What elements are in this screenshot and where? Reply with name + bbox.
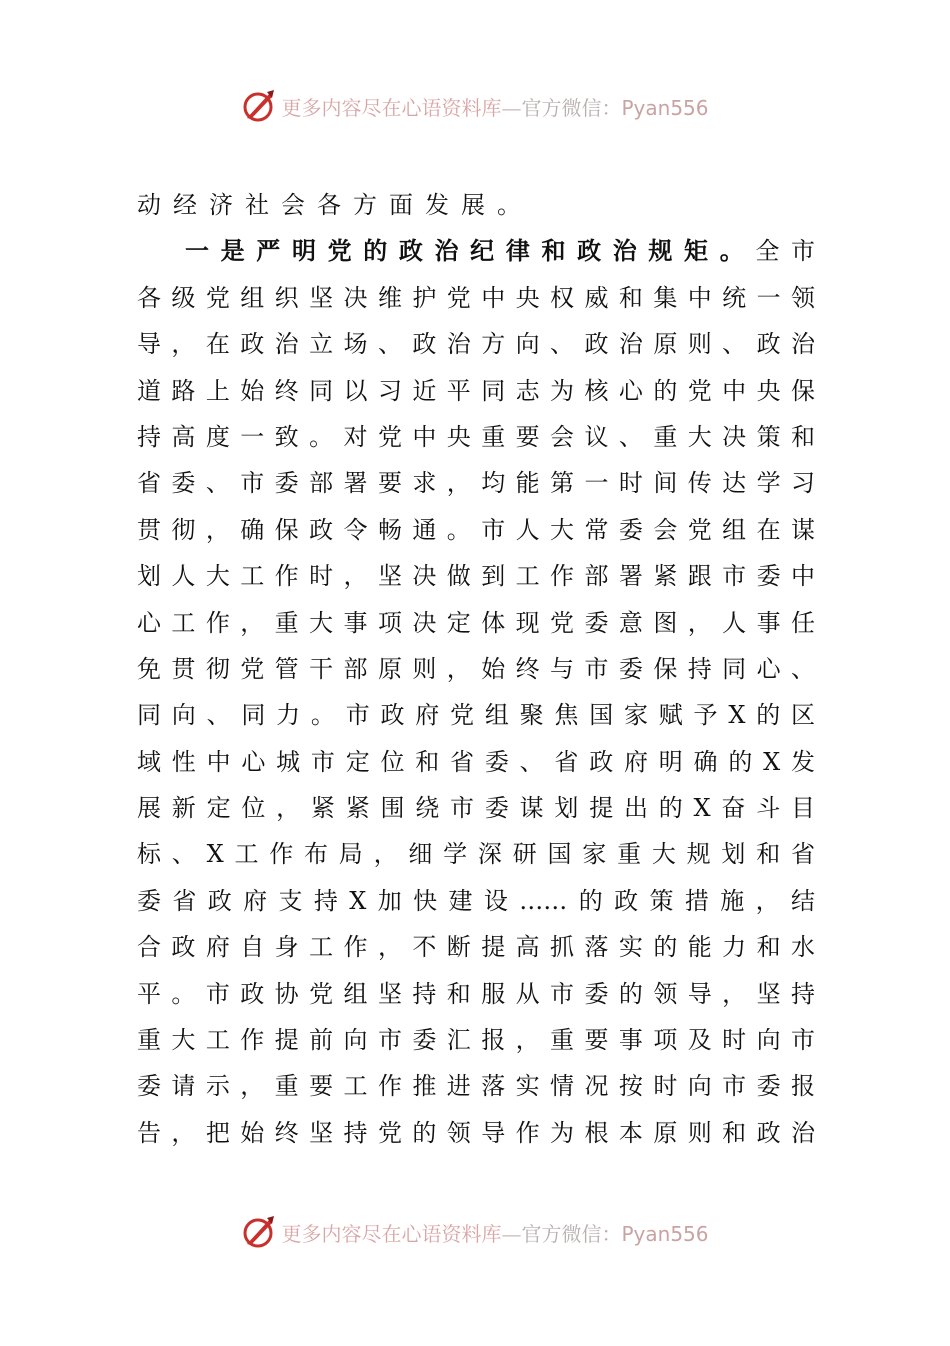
text-line: 委省政府支持X加快建设……的政策措施，结 [137,886,815,915]
text-line: 告，把始终坚持党的领导作为根本原则和政治 [137,1118,815,1147]
watermark-dash: — [501,95,522,120]
watermark-site: 更多内容尽在心语资料库 [281,95,502,120]
watermark-text [281,1218,708,1247]
text-line: 持高度一致。对党中央重要会议、重大决策和 [137,422,815,451]
document-body [137,182,815,1156]
quill-logo-icon [241,1214,277,1250]
text-line: 同向、同力。市政府党组聚焦国家赋予X的区 [137,701,815,730]
text-line: 贯彻，确保政令畅通。市人大常委会党组在谋 [137,515,815,544]
text-line: 导，在政治立场、政治方向、政治原则、政治 [137,330,815,359]
text-line: 免贯彻党管干部原则，始终与市委保持同心、 [137,654,815,683]
text-line: 动经济社会各方面发展。 [137,191,533,219]
watermark-dash: — [501,1221,522,1246]
line-rest: 全市 [755,237,815,266]
text-line [137,228,815,274]
bold-heading: 一是严明党的政治纪律和政治规矩。 [185,236,756,266]
text-line: 平。市政协党组坚持和服从市委的领导，坚持 [137,979,815,1008]
text-line: 省委、市委部署要求，均能第一时间传达学习 [137,469,815,498]
text-line: 重大工作提前向市委汇报，重要事项及时向市 [137,1026,815,1055]
text-line: 展新定位，紧紧围绕市委谋划提出的X奋斗目 [137,794,815,823]
text-line: 合政府自身工作，不断提高抓落实的能力和水 [137,933,815,962]
watermark-label: 官方微信： [521,95,622,120]
text-line: 各级党组织坚决维护党中央权威和集中统一领 [137,283,815,312]
quill-logo-icon [241,88,277,124]
footer-watermark [0,1212,950,1252]
text-line: 心工作，重大事项决定体现党委意图，人事任 [137,608,815,637]
text-line: 道路上始终同以习近平同志为核心的党中央保 [137,376,815,405]
watermark-text [281,92,708,121]
text-line: 标、X工作布局，细学深研国家重大规划和省 [137,840,815,869]
header-watermark [0,86,950,126]
text-line: 划人大工作时，坚决做到工作部署紧跟市委中 [137,562,815,591]
text-line: 域性中心城市定位和省委、省政府明确的X发 [137,747,815,776]
watermark-site: 更多内容尽在心语资料库 [281,1221,502,1246]
text-line: 委请示，重要工作推进落实情况按时向市委报 [137,1072,815,1101]
watermark-id: Pyan556 [621,95,709,120]
watermark-label: 官方微信： [521,1221,622,1246]
watermark-id: Pyan556 [621,1221,709,1246]
